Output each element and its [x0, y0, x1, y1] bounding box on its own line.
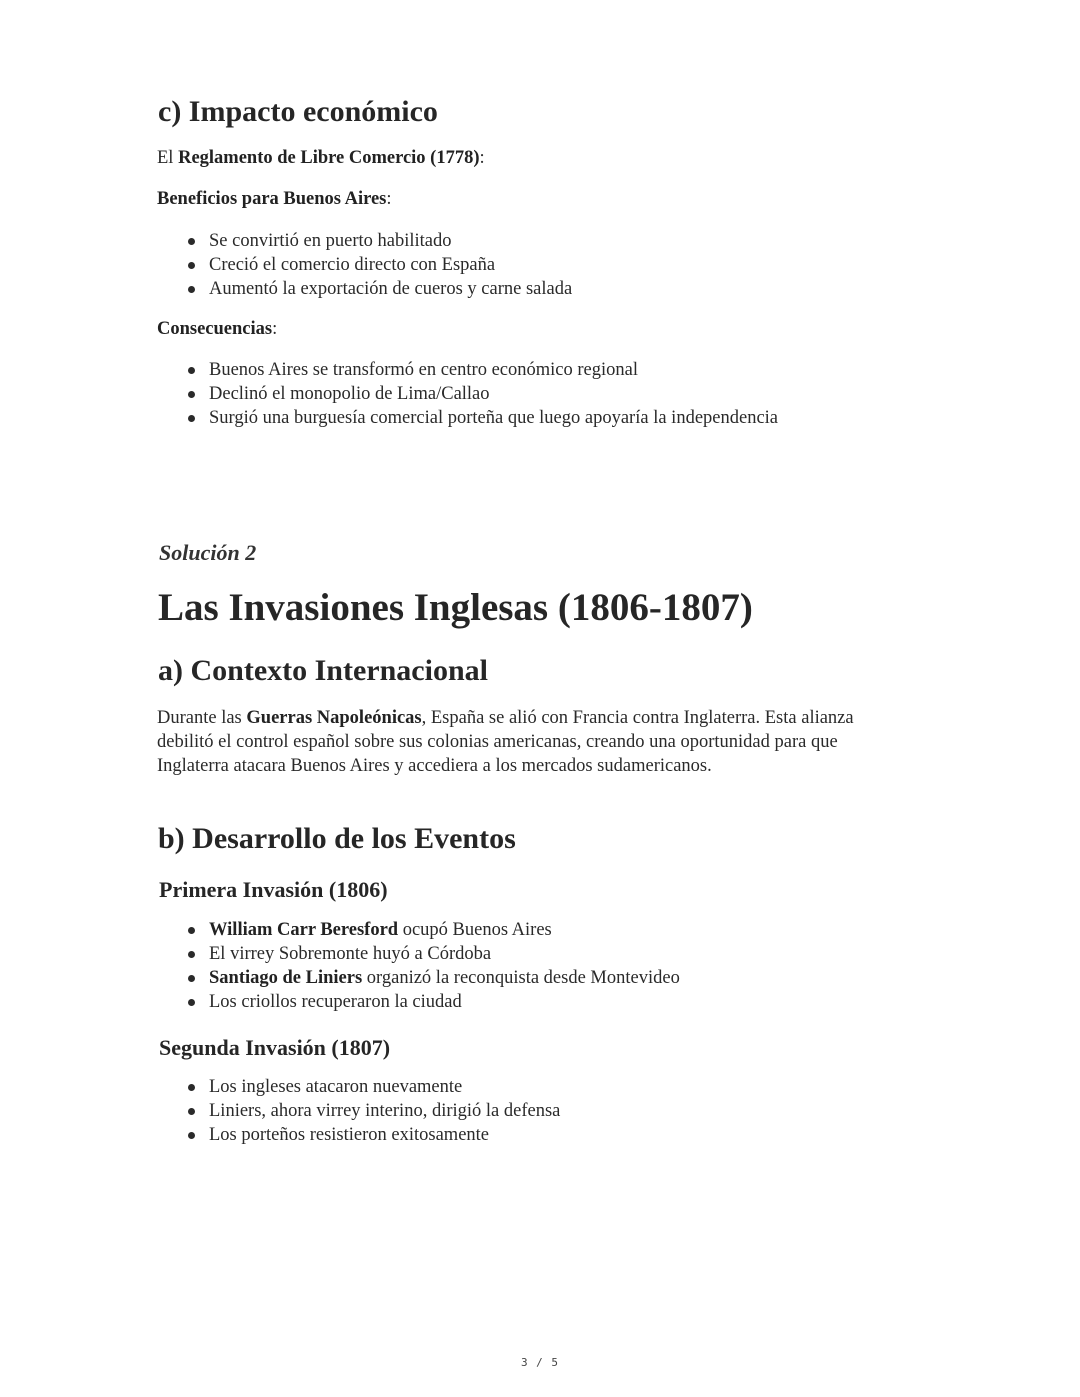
- bullet-icon: [188, 999, 195, 1006]
- bullet-icon: [188, 1108, 195, 1115]
- solution-label: Solución 2: [159, 540, 257, 565]
- intro-prefix: El: [157, 148, 179, 168]
- list-item-text: organizó la reconquista desde Montevideo: [362, 968, 680, 988]
- beresford-bold: William Carr Beresford: [209, 920, 399, 940]
- list-item: [157, 277, 572, 301]
- list-item-text: Los ingleses atacaron nuevamente: [209, 1077, 463, 1097]
- segunda-invasion-list: [157, 1075, 560, 1147]
- list-item: [157, 358, 778, 382]
- benefits-label: [157, 187, 392, 211]
- primera-invasion-list: [157, 918, 680, 1014]
- list-item: [157, 229, 572, 253]
- bullet-icon: [188, 951, 195, 958]
- list-item-text: Surgió una burguesía comercial porteña que luego apoyaría la independencia: [209, 408, 779, 428]
- list-item-text: Liniers, ahora virrey interino, dirigió la defensa: [209, 1101, 561, 1121]
- list-item: [157, 942, 680, 966]
- list-item: [157, 1075, 560, 1099]
- list-item: [157, 1123, 560, 1147]
- guerras-bold: Guerras Napoleónicas: [246, 708, 422, 728]
- bullet-icon: [188, 367, 195, 374]
- heading-segunda-invasion: Segunda Invasión (1807): [159, 1035, 391, 1060]
- list-item: [157, 966, 680, 990]
- intro-suffix: :: [479, 148, 485, 168]
- heading-impacto-economico: c) Impacto económico: [158, 95, 438, 128]
- list-item-text: ocupó Buenos Aires: [398, 920, 552, 940]
- bullet-icon: [188, 286, 195, 293]
- benefits-list: [157, 229, 572, 301]
- contexto-prefix: Durante las: [157, 708, 247, 728]
- bullet-icon: [188, 391, 195, 398]
- list-item: [157, 990, 680, 1014]
- liniers-bold: Santiago de Liniers: [209, 968, 363, 988]
- list-item-text: Los criollos recuperaron la ciudad: [209, 992, 462, 1012]
- list-item: [157, 382, 778, 406]
- heading-desarrollo-eventos: b) Desarrollo de los Eventos: [158, 822, 516, 855]
- consequences-label: [157, 317, 277, 341]
- list-item-text: Se convirtió en puerto habilitado: [209, 231, 452, 251]
- bullet-icon: [188, 927, 195, 934]
- heading-contexto-internacional: a) Contexto Internacional: [158, 654, 488, 687]
- list-item: [157, 406, 778, 430]
- benefits-colon: :: [386, 189, 392, 209]
- list-item-text: Declinó el monopolio de Lima/Callao: [209, 384, 490, 404]
- benefits-label-text: Beneficios para Buenos Aires: [157, 189, 387, 209]
- contexto-paragraph: [157, 706, 907, 778]
- page-number: 3 / 5: [520, 1356, 560, 1369]
- list-item: [157, 918, 680, 942]
- page-title: Las Invasiones Inglesas (1806-1807): [158, 586, 753, 629]
- list-item: [157, 1099, 560, 1123]
- bullet-icon: [188, 415, 195, 422]
- bullet-icon: [188, 1084, 195, 1091]
- bullet-icon: [188, 1132, 195, 1139]
- heading-primera-invasion: Primera Invasión (1806): [159, 877, 388, 902]
- list-item: [157, 253, 572, 277]
- list-item-text: Los porteños resistieron exitosamente: [209, 1125, 490, 1145]
- consequences-label-text: Consecuencias: [157, 319, 273, 339]
- bullet-icon: [188, 238, 195, 245]
- consequences-list: [157, 358, 778, 430]
- reglamento-bold: Reglamento de Libre Comercio (1778): [178, 148, 480, 168]
- list-item-text: El virrey Sobremonte huyó a Córdoba: [209, 944, 492, 964]
- contexto-rest: , España se alió con Francia contra Inglaterra. Esta alianza debilitó el control español sobre sus colonias americanas, creando una oportunidad para que Inglaterra atacara Buenos Aires y accediera a los mercados sudamericanos.: [157, 708, 854, 776]
- list-item-text: Aumentó la exportación de cueros y carne salada: [209, 279, 573, 299]
- list-item-text: Creció el comercio directo con España: [209, 255, 496, 275]
- bullet-icon: [188, 262, 195, 269]
- intro-reglamento: [157, 146, 485, 170]
- bullet-icon: [188, 975, 195, 982]
- list-item-text: Buenos Aires se transformó en centro económico regional: [209, 360, 638, 380]
- consequences-colon: :: [272, 319, 278, 339]
